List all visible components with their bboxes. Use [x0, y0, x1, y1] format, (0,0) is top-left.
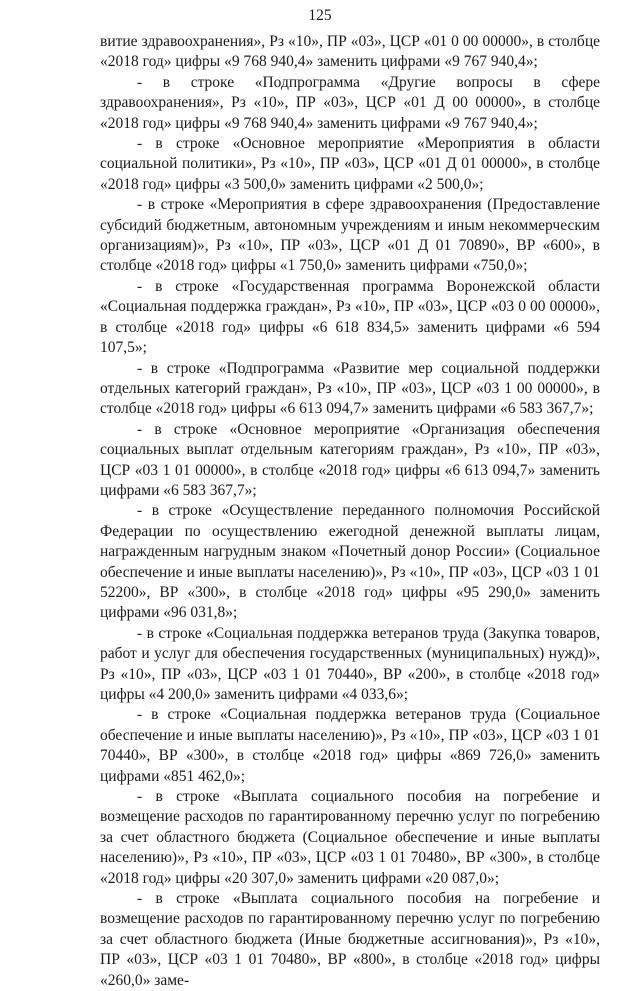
paragraph-continuation: витие здравоохранения», Рз «10», ПР «03», ЦСР «01 0 00 00000», в столбце «2018 год» цифры «9 768 940,4» заменить цифрами «9 767 940,4»;	[100, 33, 600, 71]
paragraph-amendment: - в строке «Основное мероприятие «Мероприятия в области социальной политики», Рз «10», ПР «03», ЦСР «01 Д 01 00000», в столбце «2018 год» цифры «3 500,0» заменить цифрами «2 500,0»;	[100, 135, 600, 193]
paragraph-amendment: - в строке «Социальная поддержка ветеранов труда (Закупка товаров, работ и услуг для обеспечения государственных (муниципальных) нужд)», Рз «10», ПР «03», ЦСР «03 1 01 70440», ВР «200», в столбце «2018 год» цифры «4 200,0» заменить цифрами «4 033,6»;	[100, 624, 600, 703]
document-body	[100, 32, 600, 991]
paragraph-amendment: - в строке «Осуществление переданного полномочия Российской Федерации по осуществлению ежегодной денежной выплаты лицам, награжденным нагрудным знаком «Почетный донор России» (Социальное обеспечение и иные выплаты населению)», Рз «10», ПР «03», ЦСР «03 1 01 52200», ВР «300», в столбце «2018 год» цифры «95 290,0» заменить цифрами «96 031,8»;	[100, 502, 600, 622]
paragraph-amendment: - в строке «Социальная поддержка ветеранов труда (Социальное обеспечение и иные выплаты населению)», Рз «10», ПР «03», ЦСР «03 1 01 70440», ВР «300», в столбце «2018 год» цифры «869 726,0» заменить цифрами «851 462,0»;	[100, 706, 600, 785]
paragraph-amendment: - в строке «Выплата социального пособия на погребение и возмещение расходов по гарантированному перечню услуг по погребению за счет областного бюджета (Иные бюджетные ассигнования)», Рз «10», ПР «03», ЦСР «03 1 01 70480», ВР «800», в столбце «2018 год» цифры «260,0» заме-	[100, 890, 600, 989]
paragraph-amendment: - в строке «Государственная программа Воронежской области «Социальная поддержка граждан», Рз «10», ПР «03», ЦСР «03 0 00 00000», в столбце «2018 год» цифры «6 618 834,5» заменить цифрами «6 594 107,5»;	[100, 277, 600, 357]
page-number: 125	[308, 7, 332, 24]
paragraph-amendment: - в строке «Мероприятия в сфере здравоохранения (Предоставление субсидий бюджетным, автономным учреждениям и иным некоммерческим организациям)», Рз «10», ПР «03», ЦСР «01 Д 01 70890», ВР «600», в столбце «2018 год» цифры «1 750,0» заменить цифрами «750,0»;	[100, 196, 600, 275]
paragraph-amendment: - в строке «Подпрограмма «Другие вопросы в сфере здравоохранения», Рз «10», ПР «03», ЦСР «01 Д 00 00000», в столбце «2018 год» цифры «9 768 940,4» заменить цифрами «9 767 940,4»;	[100, 73, 600, 132]
paragraph-amendment: - в строке «Основное мероприятие «Организация обеспечения социальных выплат отдельным категориям граждан», Рз «10», ПР «03», ЦСР «03 1 01 00000», в столбце «2018 год» цифры «6 613 094,7» заменить цифрами «6 583 367,7»;	[100, 420, 600, 499]
paragraph-amendment: - в строке «Подпрограмма «Развитие мер социальной поддержки отдельных категорий граждан», Рз «10», ПР «03», ЦСР «03 1 00 00000», в столбце «2018 год» цифры «6 613 094,7» заменить цифрами «6 583 367,7»;	[100, 359, 600, 418]
paragraph-amendment: - в строке «Выплата социального пособия на погребение и возмещение расходов по гарантированному перечню услуг по погребению за счет областного бюджета (Социальное обеспечение и иные выплаты населению)», Рз «10», ПР «03», ЦСР «03 1 01 70480», ВР «300», в столбце «2018 год» цифры «20 307,0» заменить цифрами «20 087,0»;	[100, 788, 600, 887]
